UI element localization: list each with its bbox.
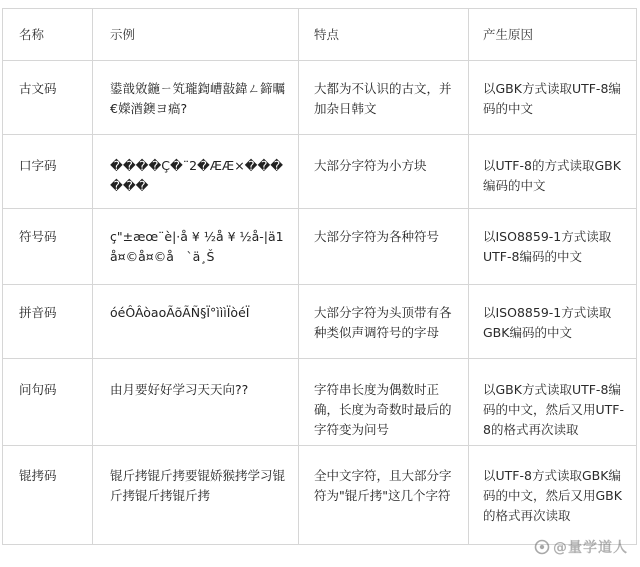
row-feature: 字符串长度为偶数时正确，长度为奇数时最后的字符变为问号 [299, 359, 469, 446]
row-example: ����Ç�¨2�ÆÆ×������ [93, 135, 299, 209]
header-example: 示例 [93, 9, 299, 61]
watermark-text: @量学道人 [553, 540, 628, 556]
row-example: óéÔÂòaoÃõÃÑ§Ï°ìììÏòéÏ [93, 285, 299, 359]
row-feature: 全中文字符，且大部分字符为"锟斤拷"这几个字符 [299, 446, 469, 545]
row-name: 口字码 [3, 135, 93, 209]
table-row [3, 446, 637, 545]
row-example: 由月要好好学习天天向?? [93, 359, 299, 446]
table-row [3, 359, 637, 446]
row-cause: 以UTF-8方式读取GBK编码的中文，然后又用GBK的格式再次读取 [469, 446, 637, 545]
row-name: 拼音码 [3, 285, 93, 359]
row-cause: 以ISO8859-1方式读取GBK编码的中文 [469, 285, 637, 359]
encoding-table [2, 8, 637, 545]
row-example: ç"±æœ¨è|·å ¥ ½å ¥ ½å-|ä1 å¤©å¤©å `ä¸Š [93, 209, 299, 285]
row-cause: 以ISO8859-1方式读取UTF-8编码的中文 [469, 209, 637, 285]
row-name: 符号码 [3, 209, 93, 285]
header-name: 名称 [3, 9, 93, 61]
watermark [534, 537, 628, 557]
table-row [3, 61, 637, 135]
brand-logo-icon [534, 539, 550, 555]
row-feature: 大部分字符为头顶带有各种类似声调符号的字母 [299, 285, 469, 359]
row-name: 问句码 [3, 359, 93, 446]
row-feature: 大都为不认识的古文，并加杂日韩文 [299, 61, 469, 135]
table-header-row [3, 9, 637, 61]
row-cause: 以GBK方式读取UTF-8编码的中文，然后又用UTF-8的格式再次读取 [469, 359, 637, 446]
row-example: 鍙戠敓鍦ㄧ笂瓏鍧嶆敼鍏ㄥ鍗曞€嬫湭鐭ヨ瘑? [93, 61, 299, 135]
table-row [3, 135, 637, 209]
header-feature: 特点 [299, 9, 469, 61]
row-feature: 大部分字符为各种符号 [299, 209, 469, 285]
table-row [3, 285, 637, 359]
row-cause: 以GBK方式读取UTF-8编码的中文 [469, 61, 637, 135]
row-example: 锟斤拷锟斤拷要锟娇猴拷学习锟斤拷锟斤拷锟斤拷 [93, 446, 299, 545]
row-cause: 以UTF-8的方式读取GBK编码的中文 [469, 135, 637, 209]
table-row [3, 209, 637, 285]
row-name: 锟拷码 [3, 446, 93, 545]
row-name: 古文码 [3, 61, 93, 135]
row-feature: 大部分字符为小方块 [299, 135, 469, 209]
header-cause: 产生原因 [469, 9, 637, 61]
